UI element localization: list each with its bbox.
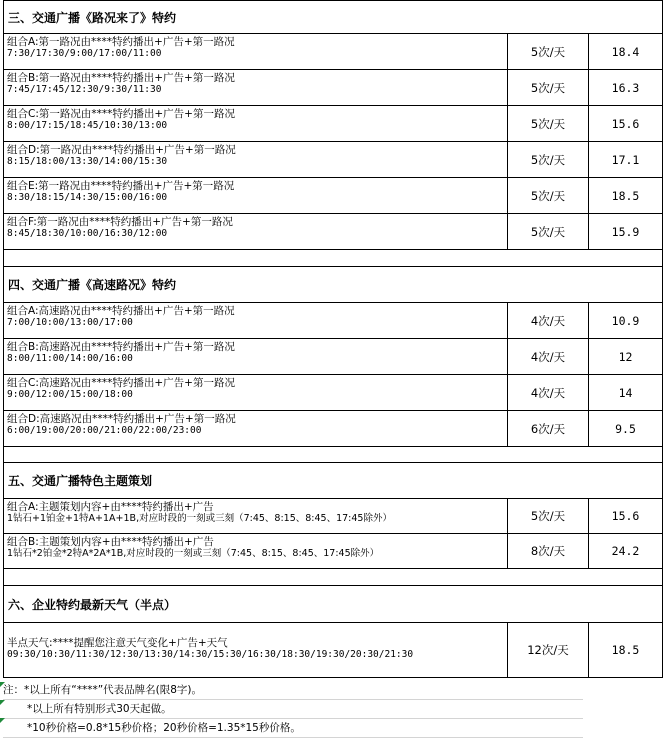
combo-cell <box>3 142 507 178</box>
section-header <box>3 586 663 623</box>
combo-times: 7:30/17:30/9:00/17:00/11:00 <box>7 48 162 59</box>
section-header <box>3 0 663 34</box>
combo-name: 组合F:第一路况由****特约播出+广告+第一路况 <box>7 216 233 228</box>
combo-name: 组合A:主题策划内容+由****特约播出+广告 <box>7 501 214 513</box>
frequency-cell: 5次/天 <box>507 142 588 178</box>
combo-times: 09:30/10:30/11:30/12:30/13:30/14:30/15:30/16:30/18:30/19:30/20:30/21:30 <box>7 649 414 660</box>
table-row <box>3 214 663 250</box>
frequency-cell: 5次/天 <box>507 106 588 142</box>
table-row <box>3 34 663 70</box>
price-cell: 18.5 <box>588 178 663 214</box>
combo-cell <box>3 214 507 250</box>
combo-times: 7:00/10:00/13:00/17:00 <box>7 317 133 328</box>
combo-name: 组合A:高速路况由****特约播出+广告+第一路况 <box>7 305 235 317</box>
combo-cell <box>3 339 507 375</box>
combo-name: 组合E:第一路况由****特约播出+广告+第一路况 <box>7 180 235 192</box>
combo-times: 9:00/12:00/15:00/18:00 <box>7 389 133 400</box>
combo-times: 8:00/17:15/18:45/10:30/13:00 <box>7 120 168 131</box>
combo-name: 组合C:高速路况由****特约播出+广告+第一路况 <box>7 377 235 389</box>
frequency-cell: 5次/天 <box>507 34 588 70</box>
price-cell: 18.4 <box>588 34 663 70</box>
frequency-cell: 5次/天 <box>507 499 588 534</box>
combo-cell <box>3 106 507 142</box>
cell-comment-marker <box>0 718 5 723</box>
table-row <box>3 70 663 106</box>
frequency-cell: 4次/天 <box>507 339 588 375</box>
combo-name: 组合D:第一路况由****特约播出+广告+第一路况 <box>7 144 236 156</box>
table-row <box>3 411 663 447</box>
combo-cell <box>3 70 507 106</box>
combo-name: 组合C:第一路况由****特约播出+广告+第一路况 <box>7 108 235 120</box>
combo-name: 组合B:高速路况由****特约播出+广告+第一路况 <box>7 341 235 353</box>
combo-times: 8:00/11:00/14:00/16:00 <box>7 353 133 364</box>
price-cell: 18.5 <box>588 623 663 678</box>
section-title: 三、交通广播《路况来了》特约 <box>3 0 663 34</box>
combo-cell <box>3 34 507 70</box>
combo-cell <box>3 499 507 534</box>
section-title: 五、交通广播特色主题策划 <box>3 463 663 499</box>
combo-times: 1钻石+1铂金+1特A+1A+1B,对应时段的一刻或三刻（7:45、8:15、8:45、17:45除外） <box>7 513 392 524</box>
combo-name: 组合B:主题策划内容+由****特约播出+广告 <box>7 536 214 548</box>
frequency-cell: 8次/天 <box>507 534 588 569</box>
combo-cell <box>3 375 507 411</box>
note-line: *以上所有特别形式30天起做。 <box>3 700 583 719</box>
price-cell: 9.5 <box>588 411 663 447</box>
section-title: 六、企业特约最新天气（半点） <box>3 586 663 623</box>
frequency-cell: 5次/天 <box>507 214 588 250</box>
frequency-cell: 5次/天 <box>507 178 588 214</box>
section-title: 四、交通广播《高速路况》特约 <box>3 267 663 303</box>
frequency-cell: 5次/天 <box>507 70 588 106</box>
combo-times: 1钻石*2铂金*2特A*2A*1B,对应时段的一刻或三刻（7:45、8:15、8:45、17:45除外） <box>7 548 380 559</box>
combo-name: 组合D:高速路况由****特约播出+广告+第一路况 <box>7 413 236 425</box>
combo-cell <box>3 411 507 447</box>
combo-name: 半点天气:****提醒您注意天气变化+广告+天气 <box>7 637 228 649</box>
note-line: 注：*以上所有“****”代表品牌名(限8字)。 <box>3 681 583 700</box>
table-row <box>3 623 663 678</box>
section-header <box>3 267 663 303</box>
table-row <box>3 178 663 214</box>
combo-times: 7:45/17:45/12:30/9:30/11:30 <box>7 84 162 95</box>
table-row <box>3 339 663 375</box>
combo-times: 8:45/18:30/10:00/16:30/12:00 <box>7 228 168 239</box>
frequency-cell: 6次/天 <box>507 411 588 447</box>
notes <box>3 681 583 738</box>
empty-cell <box>3 250 663 267</box>
combo-cell <box>3 534 507 569</box>
price-cell: 15.9 <box>588 214 663 250</box>
section-header <box>3 463 663 499</box>
empty-cell <box>3 447 663 463</box>
table-row <box>3 142 663 178</box>
cell-comment-marker <box>0 700 5 705</box>
price-cell: 24.2 <box>588 534 663 569</box>
combo-cell <box>3 623 507 678</box>
frequency-cell: 4次/天 <box>507 375 588 411</box>
combo-name: 组合A:第一路况由****特约播出+广告+第一路况 <box>7 36 235 48</box>
note-line: *10秒价格=0.8*15秒价格；20秒价格=1.35*15秒价格。 <box>3 719 583 738</box>
combo-name: 组合B:第一路况由****特约播出+广告+第一路况 <box>7 72 235 84</box>
spacer-row <box>3 250 663 267</box>
combo-cell <box>3 303 507 339</box>
price-cell: 17.1 <box>588 142 663 178</box>
price-cell: 16.3 <box>588 70 663 106</box>
cell-comment-marker <box>0 682 5 687</box>
combo-times: 6:00/19:00/20:00/21:00/22:00/23:00 <box>7 425 202 436</box>
combo-cell <box>3 178 507 214</box>
price-cell: 14 <box>588 375 663 411</box>
combo-times: 8:15/18:00/13:30/14:00/15:30 <box>7 156 168 167</box>
table-row <box>3 303 663 339</box>
table-row <box>3 534 663 569</box>
spacer-row <box>3 569 663 586</box>
empty-cell <box>3 569 663 586</box>
price-cell: 10.9 <box>588 303 663 339</box>
table-row <box>3 499 663 534</box>
combo-times: 8:30/18:15/14:30/15:00/16:00 <box>7 192 168 203</box>
table-row <box>3 375 663 411</box>
frequency-cell: 4次/天 <box>507 303 588 339</box>
spacer-row <box>3 447 663 463</box>
price-cell: 12 <box>588 339 663 375</box>
frequency-cell: 12次/天 <box>507 623 588 678</box>
price-cell: 15.6 <box>588 499 663 534</box>
price-cell: 15.6 <box>588 106 663 142</box>
table-row <box>3 106 663 142</box>
